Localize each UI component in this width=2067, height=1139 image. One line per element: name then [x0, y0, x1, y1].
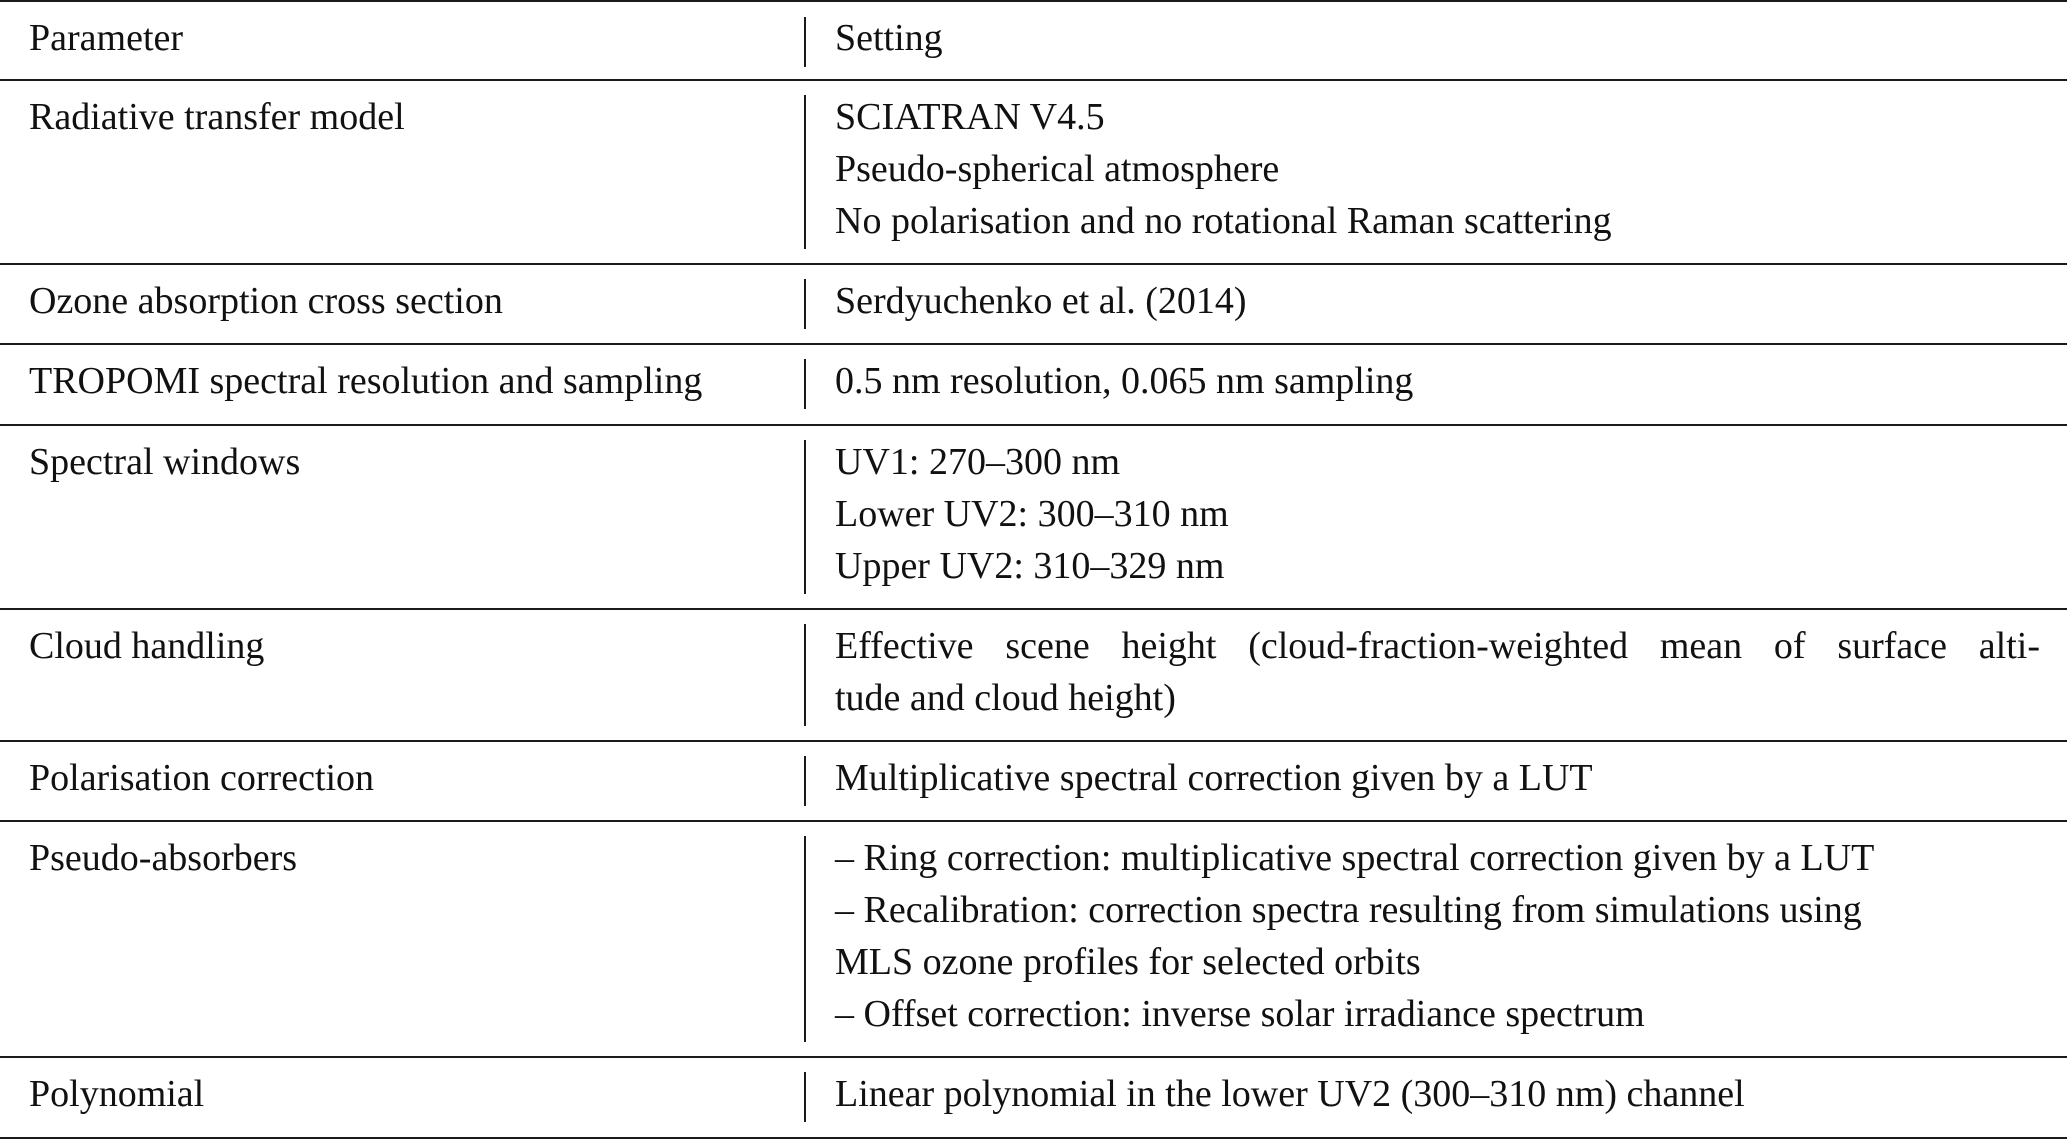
setting-line: Multiplicative spectral correction given by a LUT	[835, 757, 1593, 799]
column-divider	[804, 1072, 806, 1122]
setting-line: Serdyuchenko et al. (2014)	[835, 280, 1247, 322]
table-row	[0, 345, 2067, 426]
parameter-cell: Spectral windows	[29, 441, 301, 483]
setting-cell	[835, 1068, 2040, 1120]
setting-cell	[835, 355, 2040, 407]
setting-line: MLS ozone profiles for selected orbits	[835, 941, 1421, 983]
header-setting: Setting	[835, 17, 943, 59]
setting-cell	[835, 832, 2040, 1040]
setting-line: 0.5 nm resolution, 0.065 nm sampling	[835, 360, 1414, 402]
setting-cell	[835, 436, 2040, 592]
setting-line: Lower UV2: 300–310 nm	[835, 493, 1229, 535]
setting-cell	[835, 275, 2040, 327]
setting-line: – Offset correction: inverse solar irradiance spectrum	[835, 993, 1645, 1035]
parameter-cell: Cloud handling	[29, 625, 265, 667]
setting-line: Effective scene height (cloud-fraction-weighted mean of surface alti-	[835, 625, 2040, 667]
column-divider	[804, 17, 806, 67]
column-divider	[804, 836, 806, 1042]
parameter-cell: Pseudo-absorbers	[29, 837, 298, 879]
parameter-cell: Ozone absorption cross section	[29, 280, 503, 322]
parameter-cell: Radiative transfer model	[29, 96, 405, 138]
setting-cell	[835, 620, 2040, 724]
column-divider	[804, 440, 806, 594]
setting-line: – Ring correction: multiplicative spectral correction given by a LUT	[835, 837, 1875, 879]
column-divider	[804, 624, 806, 726]
table-row	[0, 610, 2067, 742]
setting-line: Pseudo-spherical atmosphere	[835, 148, 1280, 190]
table-header-row	[0, 0, 2067, 81]
table-row	[0, 822, 2067, 1058]
table-row	[0, 265, 2067, 345]
setting-cell	[835, 91, 2040, 247]
parameter-cell: Polynomial	[29, 1073, 205, 1115]
column-divider	[804, 95, 806, 249]
setting-line: No polarisation and no rotational Raman scattering	[835, 200, 1612, 242]
table-row	[0, 426, 2067, 610]
setting-cell	[835, 752, 2040, 804]
table-row	[0, 742, 2067, 822]
setting-line: tude and cloud height)	[835, 677, 1176, 719]
column-divider	[804, 359, 806, 409]
parameter-cell: TROPOMI spectral resolution and sampling	[29, 360, 703, 402]
setting-line: – Recalibration: correction spectra resulting from simulations using	[835, 889, 1862, 931]
setting-line: Linear polynomial in the lower UV2 (300–310 nm) channel	[835, 1073, 1745, 1115]
table-row	[0, 1058, 2067, 1139]
setting-line: Upper UV2: 310–329 nm	[835, 545, 1225, 587]
column-divider	[804, 756, 806, 806]
setting-line: UV1: 270–300 nm	[835, 441, 1120, 483]
table-row	[0, 81, 2067, 265]
column-divider	[804, 279, 806, 329]
parameter-cell: Polarisation correction	[29, 757, 375, 799]
header-parameter: Parameter	[29, 17, 184, 59]
setting-line: SCIATRAN V4.5	[835, 96, 1105, 138]
